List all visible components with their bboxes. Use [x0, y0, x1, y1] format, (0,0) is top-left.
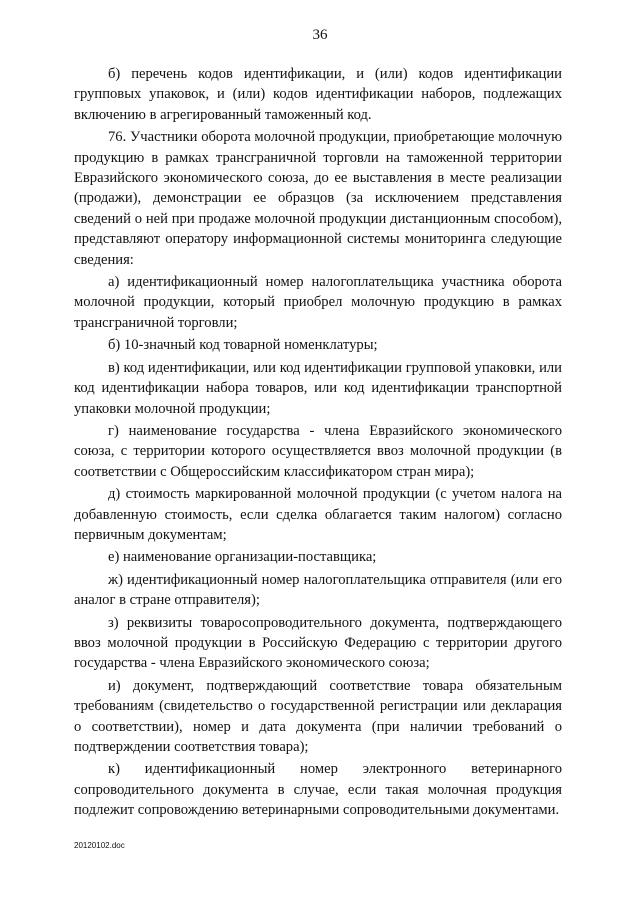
file-name-footer: 20120102.doc: [74, 841, 125, 850]
item-zh: ж) идентификационный номер налогоплательщика отправителя (или его аналог в стране отправителя);: [74, 571, 562, 609]
item-a: а) идентификационный номер налогоплательщика участника оборота молочной продукции, который приобрел молочную продукцию в рамках трансграничной торговли;: [74, 274, 562, 331]
item-g: г) наименование государства - члена Евразийского экономического союза, с территории которого осуществляется ввоз молочной продукции (в соответствии с Общероссийским классификатором стран мира);: [74, 422, 562, 480]
paragraph-b-list: б) перечень кодов идентификации, и (или) кодов идентификации групповых упаковок, и (или) кодов идентификации наборов, подлежащих включению в агрегированный таможенный код.: [74, 66, 562, 123]
item-v: в) код идентификации, или код идентификации групповой упаковки, или код идентификации набора товаров, или код идентификации транспортной упаковки молочной продукции;: [74, 359, 562, 417]
item-z: з) реквизиты товаросопроводительного документа, подтверждающего ввоз молочной продукции в Российскую Федерацию с территории другого государства - члена Евразийского экономического союза;: [74, 614, 562, 672]
item-b: б) 10-значный код товарной номенклатуры;: [108, 337, 378, 354]
document-body: [74, 64, 562, 823]
item-d: д) стоимость маркированной молочной продукции (с учетом налога на добавленную стоимость, если сделка облагается таким налогом) согласно первичным документам;: [74, 486, 562, 543]
item-k: к) идентификационный номер электронного ветеринарного сопроводительного документа в случае, если такая молочная продукция подлежит сопровождению ветеринарными сопроводительными документами.: [74, 761, 562, 819]
item-i: и) документ, подтверждающий соответствие товара обязательным требованиям (свидетельство о государственной регистрации или декларация о соответствии), номер и дата документа (при наличии требований о подтверждении соответствия товара);: [74, 677, 562, 755]
item-e: е) наименование организации-поставщика;: [108, 549, 377, 566]
page-number: 36: [312, 27, 328, 43]
paragraph-76: 76. Участники оборота молочной продукции, приобретающие молочную продукцию в рамках трансграничной торговли на таможенной территории Евразийского экономического союза, до ее выставления в месте реализации (продажи), демонстрации ее образцов (за исключением представления сведений о ней при продаже молочной продукции дистанционным способом), представляют оператору информационной системы мониторинга следующие сведения:: [74, 129, 562, 268]
